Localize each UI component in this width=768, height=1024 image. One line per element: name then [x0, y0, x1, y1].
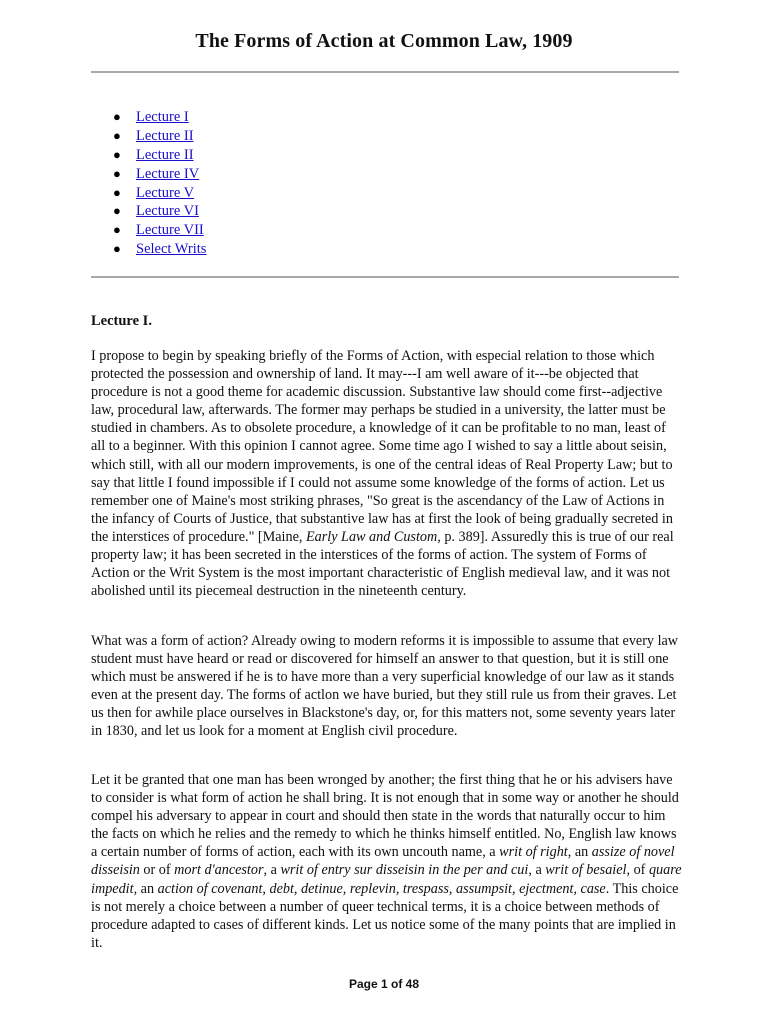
bullet-icon: ● [113, 127, 121, 143]
bottom-divider [91, 276, 679, 278]
italic-term: writ of entry sur disseisin in the per and cui [280, 862, 529, 879]
page-number: Page 1 of 48 [348, 977, 420, 991]
toc-link-lecture-1[interactable]: Lecture I [136, 109, 189, 125]
section-heading: Lecture I. [91, 313, 152, 329]
body-paragraph: Let it be granted that one man has been wronged by another; the first thing that he or his advisers have to consider is what form of action he shall bring. It is not enough that in some way or another he should compel his adversary to appear in court and should then state in the words that naturally occur to him the facts on which he relies and the remedy to which he thinks himself entitled. No, English law knows a certain number of forms of action, each with its own uncouth name, a writ of right, an assize of novel disseisin or of mort d'ancestor, a writ of entry sur disseisin in the per and cui, a writ of besaiel, of quare impedit, an action of covenant, debt, detinue, replevin, trespass, assumpsit, ejectment, case. This choice is not merely a choice between a number of queer technical terms, it is a choice between methods of procedure adapted to cases of different kinds. Let us notice some of the many points that are implied in it. [91, 772, 682, 951]
body-paragraph: What was a form of action? Already owing to modern reforms it is impossible to assume that every law student must have heard or read or discovered for himself an answer to that question, but it is still one which must be answered if he is to have more than a very superficial knowledge of our law as it stands even at the present day. The forms of actlon we have buried, but they still rule us from their graves. Let us then for awhile place ourselves in Blackstone's day, or, for this matters not, some seventy years later in 1830, and let us look for a moment at English civil procedure. [91, 633, 679, 740]
italic-term: assize of novel disseisin [91, 844, 675, 879]
italic-term: mort d'ancestor [174, 862, 264, 879]
italic-term: writ of besaiel [545, 862, 627, 879]
italic-term: writ of right [499, 844, 568, 861]
toc-link-lecture-5[interactable]: Lecture V [136, 184, 195, 201]
italic-term: action of covenant, debt, detinue, replevin, trespass, assumpsit, ejectment, case [157, 880, 606, 897]
top-divider [91, 71, 679, 73]
toc-link-lecture-7[interactable]: Lecture VII [136, 222, 204, 239]
toc-link-lecture-4[interactable]: Lecture IV [136, 165, 200, 182]
toc-link-select-writs[interactable]: Select Writs [136, 241, 207, 258]
bullet-icon: ● [113, 241, 121, 257]
italic-term: Early Law and Custom [305, 528, 438, 545]
italic-term: quare impedit [91, 862, 682, 897]
bullet-icon: ● [113, 165, 121, 181]
bullet-icon: ● [113, 109, 121, 124]
bullet-icon: ● [113, 146, 121, 162]
toc-link-lecture-2[interactable]: Lecture II [136, 127, 194, 144]
bullet-icon: ● [113, 184, 121, 200]
body-paragraph: I propose to begin by speaking briefly of the Forms of Action, with especial relation to those which protected the possession and ownership of land. It may---I am well aware of it---be objected that procedure is not a good theme for academic discussion. Substantive law should come first--adjective law, procedural law, afterwards. The former may perhaps be studied in a university, the latter must be studied in chambers. As to obsolete procedure, a knowledge of it can be profitable to no man, least of all to a beginner. With this opinion I cannot agree. Some time ago I wished to say a little about seisin, which still, with all our modern improvements, is one of the central ideas of Real Property Law; but to say that little I found impossible if I could not assume some knowledge of the forms of action. Let us remember one of Maine's most striking phrases, "So great is the ascendancy of the Law of Actions in the infancy of Courts of Justice, that substantive law has at first the look of being gradually secreted in the interstices of procedure." [Maine, Early Law and Custom, p. 389]. Assuredly this is true of our real property law; it has been secreted in the interstices of the forms of action. The system of Forms of Action or the Writ System is the most important characteristic of English medieval law, and it was not abolished until its piecemeal destruction in the nineteenth century. [91, 348, 674, 600]
document-title: The Forms of Action at Common Law, 1909 [195, 30, 573, 52]
toc-link-lecture-3[interactable]: Lecture II [136, 146, 194, 163]
toc-link-lecture-6[interactable]: Lecture VI [136, 203, 199, 220]
bullet-icon: ● [113, 222, 121, 238]
bullet-icon: ● [113, 203, 121, 219]
